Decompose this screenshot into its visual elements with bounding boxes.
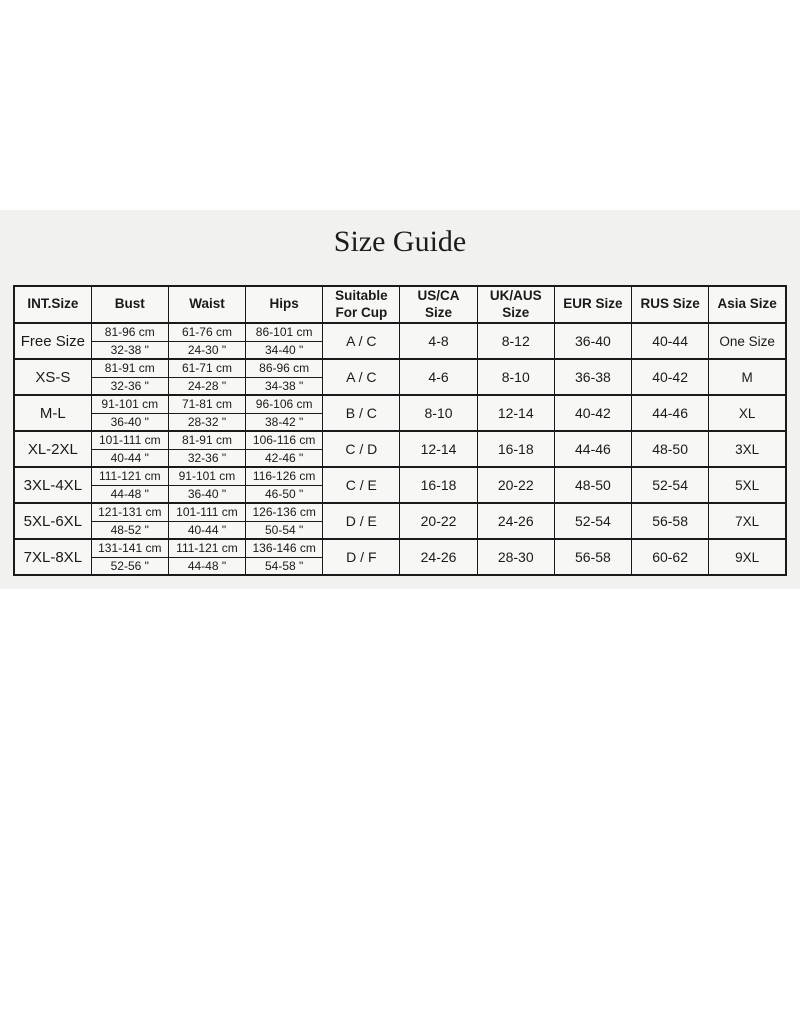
cup-cell: B / C bbox=[323, 395, 400, 431]
bust-cm-cell: 81-91 cm bbox=[91, 359, 168, 377]
ukaus-cell: 16-18 bbox=[477, 431, 554, 467]
bust-in-cell: 44-48 " bbox=[91, 485, 168, 503]
eur-cell: 56-58 bbox=[554, 539, 631, 575]
waist-in-cell: 44-48 " bbox=[168, 557, 245, 575]
waist-in-cell: 40-44 " bbox=[168, 521, 245, 539]
page-title: Size Guide bbox=[333, 225, 467, 258]
hips-cm-cell: 86-96 cm bbox=[246, 359, 323, 377]
size-row-cm bbox=[14, 503, 786, 521]
bust-cm-cell: 121-131 cm bbox=[91, 503, 168, 521]
col-header-cup: Suitable For Cup bbox=[323, 286, 400, 323]
size-row-cm bbox=[14, 395, 786, 413]
waist-cm-cell: 101-111 cm bbox=[168, 503, 245, 521]
asia-cell: XL bbox=[709, 395, 786, 431]
asia-cell: 7XL bbox=[709, 503, 786, 539]
int-size-cell: XS-S bbox=[14, 359, 91, 395]
asia-cell: One Size bbox=[709, 323, 786, 359]
col-header-hips: Hips bbox=[246, 286, 323, 323]
ukaus-cell: 12-14 bbox=[477, 395, 554, 431]
hips-in-cell: 54-58 " bbox=[246, 557, 323, 575]
asia-cell: M bbox=[709, 359, 786, 395]
col-header-waist: Waist bbox=[168, 286, 245, 323]
col-header-usca: US/CA Size bbox=[400, 286, 477, 323]
bust-in-cell: 32-36 " bbox=[91, 377, 168, 395]
col-header-rus: RUS Size bbox=[632, 286, 709, 323]
eur-cell: 40-42 bbox=[554, 395, 631, 431]
usca-cell: 12-14 bbox=[400, 431, 477, 467]
rus-cell: 52-54 bbox=[632, 467, 709, 503]
col-header-int-size: INT.Size bbox=[14, 286, 91, 323]
int-size-cell: M-L bbox=[14, 395, 91, 431]
rus-cell: 56-58 bbox=[632, 503, 709, 539]
asia-cell: 9XL bbox=[709, 539, 786, 575]
cup-cell: D / E bbox=[323, 503, 400, 539]
eur-cell: 52-54 bbox=[554, 503, 631, 539]
usca-cell: 20-22 bbox=[400, 503, 477, 539]
bust-in-cell: 32-38 " bbox=[91, 341, 168, 359]
bust-in-cell: 40-44 " bbox=[91, 449, 168, 467]
size-guide-panel bbox=[0, 210, 800, 589]
int-size-cell: Free Size bbox=[14, 323, 91, 359]
size-guide-table bbox=[13, 285, 787, 576]
int-size-cell: XL-2XL bbox=[14, 431, 91, 467]
rus-cell: 40-42 bbox=[632, 359, 709, 395]
ukaus-cell: 8-10 bbox=[477, 359, 554, 395]
waist-in-cell: 24-30 " bbox=[168, 341, 245, 359]
hips-cm-cell: 86-101 cm bbox=[246, 323, 323, 341]
ukaus-cell: 8-12 bbox=[477, 323, 554, 359]
hips-in-cell: 34-40 " bbox=[246, 341, 323, 359]
ukaus-cell: 28-30 bbox=[477, 539, 554, 575]
size-row-cm bbox=[14, 431, 786, 449]
cup-cell: C / E bbox=[323, 467, 400, 503]
asia-cell: 5XL bbox=[709, 467, 786, 503]
cup-cell: D / F bbox=[323, 539, 400, 575]
int-size-cell: 5XL-6XL bbox=[14, 503, 91, 539]
eur-cell: 44-46 bbox=[554, 431, 631, 467]
eur-cell: 36-40 bbox=[554, 323, 631, 359]
eur-cell: 36-38 bbox=[554, 359, 631, 395]
cup-cell: A / C bbox=[323, 323, 400, 359]
bust-in-cell: 36-40 " bbox=[91, 413, 168, 431]
hips-in-cell: 34-38 " bbox=[246, 377, 323, 395]
bust-cm-cell: 101-111 cm bbox=[91, 431, 168, 449]
cup-cell: A / C bbox=[323, 359, 400, 395]
table-header bbox=[14, 286, 786, 323]
rus-cell: 40-44 bbox=[632, 323, 709, 359]
waist-in-cell: 36-40 " bbox=[168, 485, 245, 503]
waist-in-cell: 24-28 " bbox=[168, 377, 245, 395]
hips-cm-cell: 136-146 cm bbox=[246, 539, 323, 557]
hips-cm-cell: 126-136 cm bbox=[246, 503, 323, 521]
eur-cell: 48-50 bbox=[554, 467, 631, 503]
waist-in-cell: 28-32 " bbox=[168, 413, 245, 431]
waist-cm-cell: 81-91 cm bbox=[168, 431, 245, 449]
hips-in-cell: 42-46 " bbox=[246, 449, 323, 467]
rus-cell: 48-50 bbox=[632, 431, 709, 467]
usca-cell: 4-8 bbox=[400, 323, 477, 359]
usca-cell: 24-26 bbox=[400, 539, 477, 575]
ukaus-cell: 24-26 bbox=[477, 503, 554, 539]
header-row bbox=[14, 286, 786, 323]
col-header-ukaus: UK/AUS Size bbox=[477, 286, 554, 323]
waist-cm-cell: 61-71 cm bbox=[168, 359, 245, 377]
int-size-cell: 7XL-8XL bbox=[14, 539, 91, 575]
size-row-cm bbox=[14, 539, 786, 557]
waist-cm-cell: 71-81 cm bbox=[168, 395, 245, 413]
waist-in-cell: 32-36 " bbox=[168, 449, 245, 467]
col-header-eur: EUR Size bbox=[554, 286, 631, 323]
col-header-asia: Asia Size bbox=[709, 286, 786, 323]
waist-cm-cell: 91-101 cm bbox=[168, 467, 245, 485]
bust-in-cell: 48-52 " bbox=[91, 521, 168, 539]
bust-cm-cell: 111-121 cm bbox=[91, 467, 168, 485]
asia-cell: 3XL bbox=[709, 431, 786, 467]
rus-cell: 60-62 bbox=[632, 539, 709, 575]
hips-cm-cell: 116-126 cm bbox=[246, 467, 323, 485]
ukaus-cell: 20-22 bbox=[477, 467, 554, 503]
size-row-cm bbox=[14, 467, 786, 485]
cup-cell: C / D bbox=[323, 431, 400, 467]
hips-in-cell: 46-50 " bbox=[246, 485, 323, 503]
col-header-bust: Bust bbox=[91, 286, 168, 323]
hips-cm-cell: 106-116 cm bbox=[246, 431, 323, 449]
usca-cell: 8-10 bbox=[400, 395, 477, 431]
waist-cm-cell: 61-76 cm bbox=[168, 323, 245, 341]
bust-cm-cell: 131-141 cm bbox=[91, 539, 168, 557]
int-size-cell: 3XL-4XL bbox=[14, 467, 91, 503]
hips-in-cell: 50-54 " bbox=[246, 521, 323, 539]
usca-cell: 16-18 bbox=[400, 467, 477, 503]
hips-cm-cell: 96-106 cm bbox=[246, 395, 323, 413]
usca-cell: 4-6 bbox=[400, 359, 477, 395]
hips-in-cell: 38-42 " bbox=[246, 413, 323, 431]
bust-cm-cell: 91-101 cm bbox=[91, 395, 168, 413]
rus-cell: 44-46 bbox=[632, 395, 709, 431]
size-row-cm bbox=[14, 359, 786, 377]
bust-in-cell: 52-56 " bbox=[91, 557, 168, 575]
size-row-cm bbox=[14, 323, 786, 341]
bust-cm-cell: 81-96 cm bbox=[91, 323, 168, 341]
waist-cm-cell: 111-121 cm bbox=[168, 539, 245, 557]
